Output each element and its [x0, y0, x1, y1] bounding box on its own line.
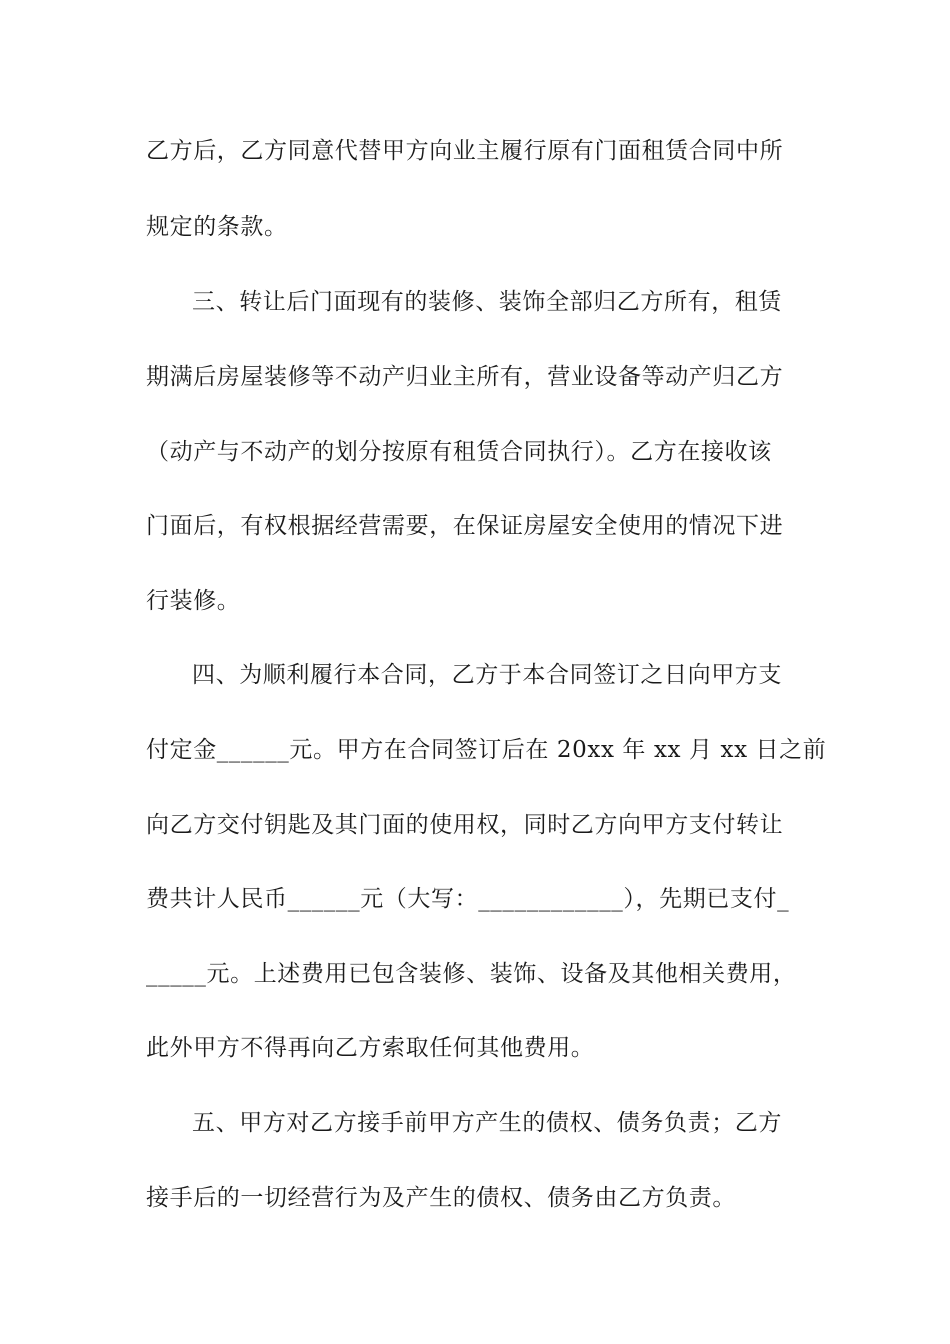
clause-3-line-5: 行装修。: [146, 588, 241, 614]
clause-3-line-3: （动产与不动产的划分按原有租赁合同执行）。乙方在接收该: [146, 439, 772, 465]
clause-5-line-1: 五、甲方对乙方接手前甲方产生的债权、债务负责；乙方: [192, 1110, 782, 1136]
clause-4-line-6: 此外甲方不得再向乙方索取任何其他费用。: [146, 1035, 595, 1061]
clause-4-line-5: _____元。上述费用已包含装修、装饰、设备及其他相关费用，: [146, 961, 797, 987]
paragraph-2-line-2: 规定的条款。: [146, 214, 288, 240]
clause-3-line-1: 三、转让后门面现有的装修、装饰全部归乙方所有，租赁: [192, 289, 782, 315]
clause-3-line-4: 门面后，有权根据经营需要，在保证房屋安全使用的情况下进: [146, 513, 784, 539]
clause-3-line-2: 期满后房屋装修等不动产归业主所有，营业设备等动产归乙方: [146, 364, 784, 390]
clause-4-line-2: 付定金______元。甲方在合同签订后在 20xx 年 xx 月 xx 日之前: [146, 737, 827, 763]
paragraph-2-line-1: 乙方后，乙方同意代替甲方向业主履行原有门面租赁合同中所: [146, 138, 784, 164]
clause-5-line-2: 接手后的一切经营行为及产生的债权、债务由乙方负责。: [146, 1185, 736, 1211]
clause-4-line-3: 向乙方交付钥匙及其门面的使用权，同时乙方向甲方支付转让: [146, 812, 784, 838]
clause-4-line-1: 四、为顺利履行本合同，乙方于本合同签订之日向甲方支: [192, 662, 782, 688]
clause-4-line-4: 费共计人民币______元（大写：____________），先期已支付_: [146, 886, 790, 912]
